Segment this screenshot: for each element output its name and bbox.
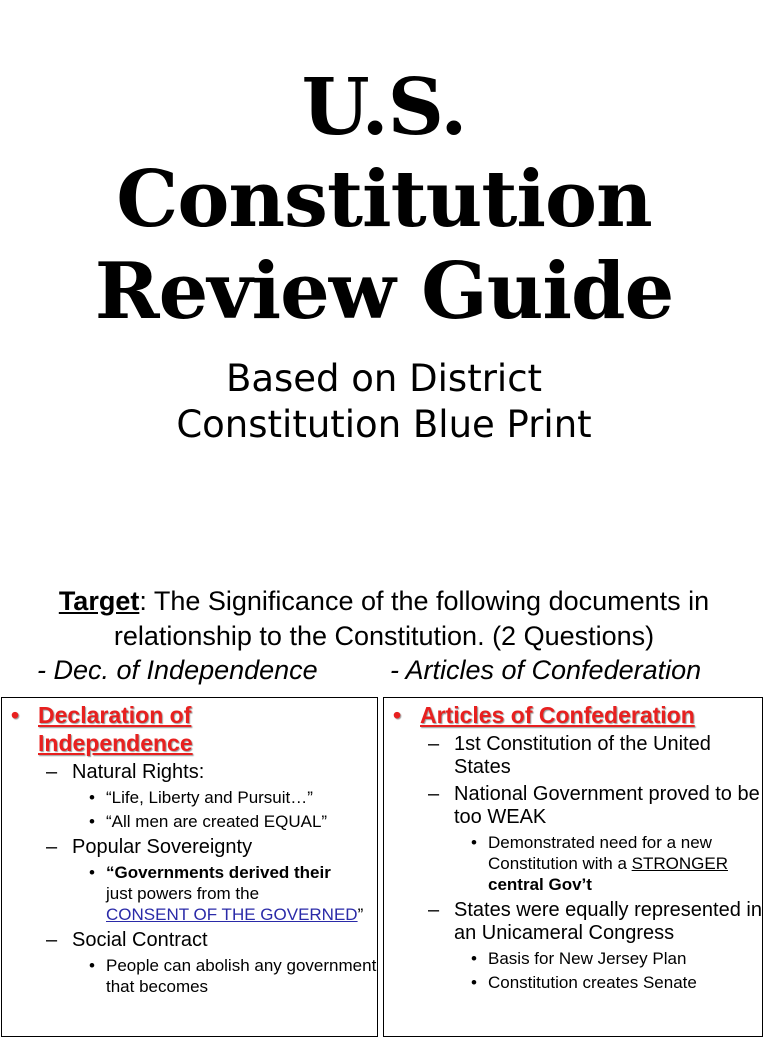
item2-sub-part-1: Demonstrated need for a new Constitution with a	[488, 833, 712, 873]
nr-item-2: “All men are created EQUAL”	[106, 812, 328, 831]
bullet-icon: •	[89, 812, 95, 831]
articles-item-1: 1st Constitution of the United States	[454, 733, 711, 778]
list-item	[2, 836, 377, 859]
list-item	[384, 832, 762, 895]
articles-item-2: National Government proved to be too WEAK	[454, 783, 760, 828]
natural-rights: Natural Rights:	[72, 761, 205, 783]
target-statement	[0, 584, 768, 654]
target-text: : The Significance of the following documents in relationship to the Constitution. (2 Questions)	[113, 586, 710, 651]
item3-sub-1: Basis for New Jersey Plan	[488, 949, 687, 968]
list-item	[2, 929, 377, 952]
ps-item-part-1: “Governments derived their	[106, 863, 331, 882]
social-contract: Social Contract	[72, 929, 208, 951]
list-item	[384, 733, 762, 779]
subtitle-line-2: Constitution Blue Print	[176, 403, 592, 446]
doc-articles: - Articles of Confederation	[390, 655, 702, 685]
articles-heading	[384, 701, 762, 729]
list-item	[384, 783, 762, 829]
bullet-icon: •	[89, 863, 95, 882]
declaration-box	[1, 697, 378, 1037]
central-govt-text: central Gov’t	[488, 875, 592, 894]
title-line-3: Review Guide	[94, 246, 674, 337]
bullet-icon: •	[471, 949, 477, 968]
sc-item: People can abolish any government that becomes	[106, 956, 377, 996]
bullet-icon: •	[89, 956, 95, 975]
bullet-icon: •	[11, 702, 20, 728]
title-line-2: Constitution	[116, 154, 652, 245]
doc-declaration: - Dec. of Independence	[37, 655, 318, 685]
bullet-icon: •	[89, 788, 95, 807]
declaration-heading	[2, 701, 377, 757]
popular-sovereignty: Popular Sovereignty	[72, 836, 253, 858]
articles-item-3: States were equally represented in an Unicameral Congress	[454, 899, 762, 944]
bullet-icon: •	[471, 833, 477, 852]
bullet-icon: •	[393, 702, 402, 728]
consent-link[interactable]: CONSENT OF THE GOVERNED	[106, 905, 358, 924]
title-line-1: U.S.	[301, 62, 467, 153]
item3-sub-2: Constitution creates Senate	[488, 973, 697, 992]
subtitle	[0, 356, 768, 448]
articles-heading-text: Articles of Confederation	[420, 702, 695, 728]
declaration-heading-line-2: Independence	[38, 730, 193, 756]
nr-item-1: “Life, Liberty and Pursuit…”	[106, 788, 313, 807]
dash-icon: –	[46, 929, 58, 951]
ps-item-part-2: just powers from the	[106, 884, 260, 903]
page-title	[0, 62, 768, 338]
declaration-heading-line-1: Declaration of	[38, 702, 192, 728]
list-item	[2, 761, 377, 784]
stronger-text: STRONGER	[631, 854, 728, 873]
list-item	[384, 899, 762, 945]
list-item	[2, 787, 377, 808]
subtitle-line-1: Based on District	[225, 357, 543, 400]
dash-icon: –	[428, 733, 440, 755]
dash-icon: –	[46, 761, 58, 783]
articles-box	[383, 697, 763, 1037]
list-item	[2, 955, 377, 997]
list-item	[384, 972, 762, 993]
bullet-icon: •	[471, 973, 477, 992]
list-item	[2, 862, 377, 925]
list-item	[384, 948, 762, 969]
dash-icon: –	[428, 899, 440, 921]
list-item	[2, 811, 377, 832]
ps-item-close: ”	[357, 905, 364, 924]
dash-icon: –	[428, 783, 440, 805]
dash-icon: –	[46, 836, 58, 858]
target-label: Target	[58, 586, 140, 616]
